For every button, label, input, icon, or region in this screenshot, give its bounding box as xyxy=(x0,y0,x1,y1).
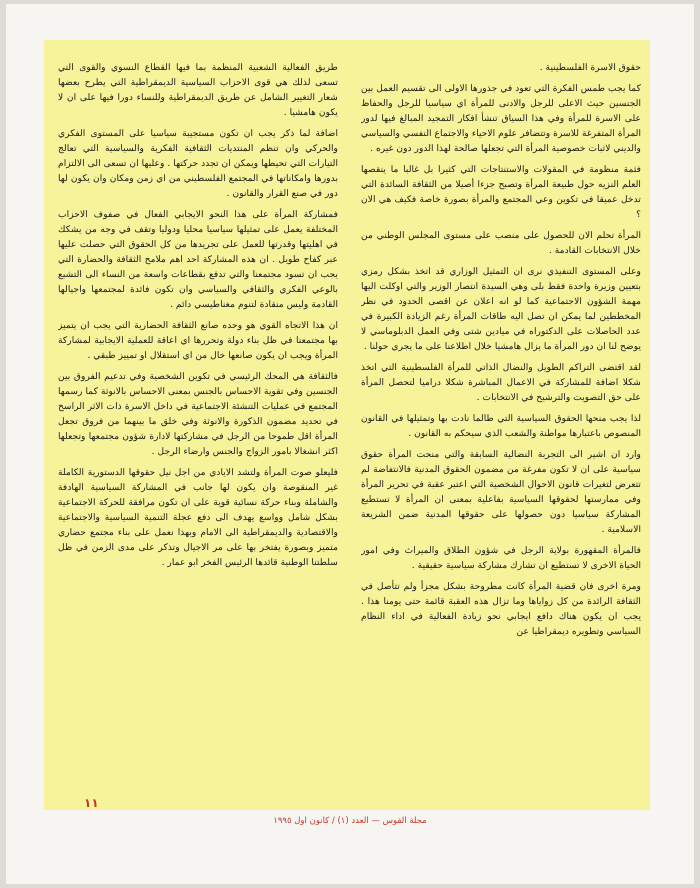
paragraph: ان هذا الاتجاه القوي هو وحده صانع الثقافة الحضارية التي يجب ان يتميز بها مجتمعنا في ظل بناء دولة وتحررها اي اعاقة للعملية الايجابية لمشاركة المرأة ويجب ان يكون صانعها خال من اي استقلال او تمييز طبقي . xyxy=(58,320,338,361)
paragraph: المرأة تحلم الان للحصول على منصب على مستوى المجلس الوطني من خلال الانتخابات القادمة . xyxy=(361,230,641,256)
paragraph: فليعلو صوت المرأة ولتشد الايادي من اجل نيل حقوقها الدستورية الكاملة غير المنقوصة وان يكون لها جانب في المشاركة السياسية الهادفة والشاملة وبناء حركة نسائية قوية على ان تكون مرافقة للحركة الاجتماعية بشكل شامل وواسع يهدف الى دفع عجلة التنمية السياسية والاجتماعية والاقتصادية والديمقراطية الى الامام وبهذا نعمل على بناء مجتمع حضاري متميز وبصورة يفتخر بها على مر الاجيال وتذكر على مدى الزمن في ظل سلطتنا الوطنية قائدها الرئيس الفخر ابو عمار . xyxy=(58,467,338,568)
paragraph: فمشاركة المرأة على هذا النحو الايجابي الفعال في صفوف الاحزاب المختلفة يعمل على تمثيلها سياسيا محليا ودوليا وتقف في وجه من يشكك في اهليتها وقدرتها للعمل على تجريدها من كل الحقوق التي حصلت عليها عبر كفاح طويل . ان هذه المشاركة احد اهم ملامح الثقافة والحضارة التي يجب ان تسود مجتمعنا والتي تدفع بقطاعات واسعة من النساء الى التشبع بالوعي الفكري والثقافي والسياسي وان تكون فائدة لمجتمعها واجيالها القادمة وليس منقادة لتنوم مغناطيسي دائم . xyxy=(58,209,338,310)
paragraph: حقوق الاسرة الفلسطينية . xyxy=(539,62,641,73)
paragraph: اضافة لما ذكر يجب ان تكون مستجيبة سياسيا على المستوى الفكري والحركي وان تنظم المنتديات الثقافية الفكرية والسياسية التي تعالج التيارات التي تحيطها ويمكن ان تجدد حركتها . وعليها ان تسعى الى الالتزام بدورها وامكاناتها في المجتمع الفلسطيني من اي زمن ومكان وان يكون لها دور في صنع القرار والقانون . xyxy=(58,128,338,199)
left-column xyxy=(58,60,338,804)
paragraph: فثمة منظومة في المقولات والاستنتاجات التي كثيرا بل غالبا ما ينقصها العلم النزيه حول طبيعة المرأة وتصبح جزءا أصيلا من الثقافة السائدة التي تدخل عميقا في تكوين وعي المجتمع والمرأة بصورة خاصة فكيف هي الان ؟ xyxy=(361,164,641,220)
paragraph: ومرة اخرى فان قضية المرأة كانت مطروحة بشكل مجزأ ولم تتأصل في الثقافة الرائدة من كل زواياها وما تزال هذه العقبة قائمة حتى يومنا هذا . يجب ان يكون هناك دافع ايجابي نحو زيادة الفعالية في اداء النظام السياسي وتطويره ديمقراطيا عن xyxy=(361,581,641,637)
paragraph: فالمرأة المقهورة بولاية الرجل في شؤون الطلاق والميراث وفي امور الحياة الاخرى لا تستطيع ان تشارك مشاركة سياسية حقيقية . xyxy=(361,545,641,571)
paragraph: فالثقافة هي المحك الرئيسي في تكوين الشخصية وفي تدعيم الفروق بين الجنسين وفي تقوية الاحساس بالجنس بمعنى الاحساس بالانوثة كما رسمها المجتمع في عمليات التنشئة الاجتماعية في داخل الاسرة ذات الاثر الراسخ في تحديد مضمون الذكورة والانوثة وفي خلق ما بينهما من فروق تجعل المرأة اقل طموحا من الرجل في مشاركتها لادارة شؤون مجتمعها وتجعلها اكثر انشغالا بامور الزواج والجنس وارضاء الرجل . xyxy=(58,371,338,457)
paragraph: وارد ان اشير الى التجربة النضالية السابقة والتي منحت المرأة حقوق سياسية على ان لا تكون مفرغة من مضمون الحقوق المدنية فالانتفاضة لم تتعرض لتغيرات قانون الاحوال الشخصية التي اعتبر عقبة في تحرير المرأة وفي ممارستها لحقوقها السياسية بفاعلية بمعنى ان المرأة لا تستطيع المشاركة سياسيا دون حصولها على حقوقها المدنية ضمن الشريعة الاسلامية . xyxy=(361,449,641,535)
paragraph: لذا يجب منحها الحقوق السياسية التي طالما نادت بها وتمثيلها في القانون المنصوص باعتبارها مواطنة والشعب الذي سيحكم به القانون . xyxy=(361,413,641,439)
right-column xyxy=(361,60,641,804)
paragraph: وعلى المستوى التنفيذي نرى ان التمثيل الوزاري قد اتخذ بشكل رمزي بتعيين وزيرة واحدة فقط بلى وهي السيدة انتصار الوزير والتي اوكلت اليها مهمة الشؤون الاجتماعية كما لو انه اعلان عن اقصى الحدود في نظر المخططين لما يمكن ان تصل اليه طاقات المرأة رغم الزيادة الكبيرة في عدد الحاصلات على الدكتوراه في ميادين شتى وفي العمل الدبلوماسي لا يوضح لنا ان دور المرأة ما يزال هامشيا خلال اطلاعنا على ما يجري حولنا . xyxy=(361,266,641,352)
paragraph: كما يجب طمس الفكرة التي تعود في جذورها الاولى الى تقسيم العمل بين الجنسين حيث الاعلى للرجل والادنى للمرأة اي سياسيا للرجل والحفاظ على الاسرة للمرأة وفي هذا السياق تنشأ افكار التمجيد المبالغ فيها لدور المرأة المتفرغة للاسرة وتتضافر علوم الاحياء والاجتماع النفسي والسياسي والديني لاثبات خصوصية المرأة التي تجعلها صالحة لهذا الدور دون غيره . xyxy=(361,83,641,154)
page-number: ١١ xyxy=(84,796,99,810)
footer-citation: مجلة القوس — العدد (١) / كانون اول ١٩٩٥ xyxy=(273,816,427,826)
paragraph: طريق الفعالية الشعبية المنظمة بما فيها القطاع النسوي والقوى التي تسعى لذلك هي قوى الاحزاب السياسية الديمقراطية التي يطرح بعضها شعار التغيير الشامل عن طريق الديمقراطية وللنساء دورا فيها على ان لا يكون هامشيا . xyxy=(58,62,338,118)
paragraph: لقد اقتضى التراكم الطويل والنضال الذاتي للمرأة الفلسطينية التي اتخذ شكلا اضافة للمشاركة في الاعمال المباشرة شكلا دراميا لتحصل المرأة على حق التصويت والترشيح في الانتخابات . xyxy=(361,362,641,403)
